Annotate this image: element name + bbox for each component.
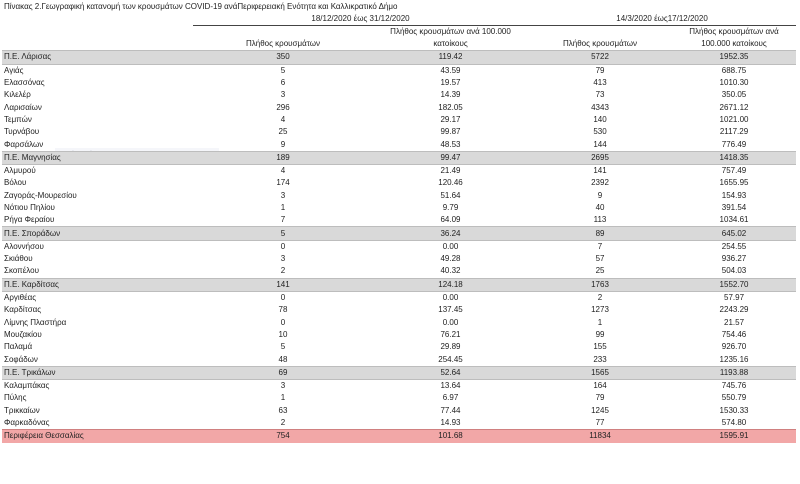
area-name-cell: Αγιάς: [4, 65, 24, 75]
municipality-row: [2, 392, 796, 404]
area-name-cell: Τρικκαίων: [4, 405, 40, 415]
rate-period-2-cell: 574.80: [721, 418, 747, 428]
column-header-cases-2: Πλήθος κρουσμάτων: [562, 39, 638, 49]
rate-period-2-cell: 688.75: [721, 65, 747, 75]
area-name-cell: Αλμυρού: [4, 166, 36, 176]
rate-period-1-cell: 14.93: [440, 418, 461, 428]
rate-period-1-cell: 29.17: [440, 114, 461, 124]
cases-period-2-cell: 7: [597, 241, 603, 251]
table-caption: Πίνακας 2.Γεωγραφική κατανομή των κρουσμάτων COVID-19 ανάΠεριφερειακή Ενότητα και Καλλικρατικό Δήμο: [4, 2, 398, 11]
area-name-cell: Κιλελέρ: [4, 90, 31, 100]
area-name-cell: Βόλου: [4, 178, 27, 188]
rate-period-1-cell: 49.28: [440, 254, 461, 264]
municipality-row: [2, 329, 796, 341]
rate-period-1-cell: 21.49: [440, 166, 461, 176]
rate-period-1-cell: 48.53: [440, 139, 461, 149]
rate-period-2-cell: 350.05: [721, 90, 747, 100]
cases-period-1-cell: 9: [280, 139, 286, 149]
area-name-cell: Λίμνης Πλαστήρα: [4, 317, 67, 327]
rate-period-2-cell: 1655.95: [719, 178, 749, 188]
cases-period-1-cell: 0: [280, 293, 286, 303]
rate-period-2-cell: 754.46: [721, 329, 747, 339]
cases-period-1-cell: 63: [278, 405, 288, 415]
rate-period-1-cell: 119.42: [373, 51, 528, 64]
area-name-cell: Μουζακίου: [4, 329, 42, 339]
cases-period-2-cell: 40: [595, 203, 605, 212]
cases-period-2-cell: 144: [593, 139, 607, 149]
cases-period-1-cell: 174: [276, 178, 290, 188]
cases-period-1-cell: 2: [280, 266, 286, 276]
area-name-cell: Πύλης: [4, 393, 27, 403]
area-name-cell: Σοφάδων: [4, 354, 38, 364]
cases-period-2-cell: 79: [595, 65, 605, 75]
cases-period-1-cell: 3: [280, 381, 286, 391]
area-name-cell: Ρήγα Φεραίου: [4, 215, 55, 225]
cases-period-1-cell: 1: [280, 393, 286, 403]
header-spacer: [2, 13, 193, 26]
cases-period-1-cell: 25: [278, 127, 288, 137]
rate-period-2-cell: 154.93: [721, 190, 747, 200]
rate-period-1-cell: 99.87: [440, 127, 461, 137]
cases-period-1-cell: 69: [193, 366, 373, 379]
area-name-cell: Σκοπέλου: [4, 266, 39, 276]
municipality-row: [2, 291, 796, 304]
area-name-cell: Ζαγοράς-Μουρεσίου: [4, 190, 77, 200]
cases-period-2-cell: 233: [593, 354, 607, 364]
rate-period-2-cell: 2117.29: [719, 127, 749, 137]
total-row: [2, 430, 796, 443]
cases-period-2-cell: 5722: [528, 51, 672, 64]
rate-period-2-cell: 254.55: [721, 241, 747, 251]
cases-period-1-cell: 754: [193, 430, 373, 443]
municipality-row: [2, 126, 796, 138]
municipality-row: [2, 164, 796, 177]
municipality-row: [2, 64, 796, 77]
area-name-cell: Φαρσάλων: [4, 139, 44, 149]
rate-period-1-cell: 0.00: [442, 241, 459, 251]
cases-period-2-cell: 73: [595, 90, 605, 100]
rate-period-1-cell: 254.45: [438, 354, 463, 364]
cases-period-2-cell: 4343: [591, 102, 609, 112]
rate-period-1-cell: 182.05: [438, 102, 463, 112]
rate-period-1-cell: 43.59: [440, 65, 461, 75]
regional-unit-row: [2, 151, 796, 164]
rate-period-1-cell: 0.00: [442, 293, 459, 303]
municipality-row: [2, 202, 796, 214]
rate-period-2-cell: 2243.29: [719, 305, 749, 315]
area-name-cell: Καλαμπάκας: [4, 381, 50, 391]
municipality-row: [2, 101, 796, 113]
cases-period-2-cell: 141: [593, 166, 607, 176]
area-name-cell: Παλαμά: [4, 342, 33, 352]
rate-period-2-cell: 550.79: [721, 393, 747, 403]
cases-period-2-cell: 79: [595, 393, 605, 403]
cases-period-1-cell: 3: [280, 90, 286, 100]
municipality-row: [2, 114, 796, 126]
cases-period-2-cell: 530: [593, 127, 607, 137]
regional-unit-row: [2, 227, 796, 240]
municipality-row: [2, 341, 796, 353]
rate-period-2-cell: 745.76: [721, 381, 747, 391]
rate-period-2-cell: 757.49: [721, 166, 747, 176]
area-name-cell: Τυρνάβου: [4, 127, 40, 137]
area-name-cell: Ελασσόνας: [4, 78, 45, 88]
column-header-rate-2: Πλήθος κρουσμάτων ανά 100.000 κατοίκους: [689, 27, 779, 49]
rate-period-2-cell: 2671.12: [719, 102, 749, 112]
cases-period-2-cell: 1565: [528, 366, 672, 379]
municipality-row: [2, 190, 796, 202]
rate-period-2-cell: 21.57: [724, 317, 745, 327]
area-name-cell: Τεμπών: [4, 114, 32, 124]
cases-period-2-cell: 89: [528, 227, 672, 240]
cases-period-2-cell: 2695: [528, 151, 672, 164]
cases-period-2-cell: 140: [593, 114, 607, 124]
cases-period-1-cell: 78: [278, 305, 288, 315]
regional-unit-row: [2, 278, 796, 291]
cases-period-2-cell: 99: [595, 329, 605, 339]
header-spacer: [2, 26, 193, 51]
municipality-row: [2, 380, 796, 393]
cases-period-1-cell: 48: [278, 354, 288, 364]
regional-unit-row: [2, 51, 796, 64]
municipality-row: [2, 265, 796, 278]
column-header-cases-1: Πλήθος κρουσμάτων: [245, 39, 321, 49]
area-name-cell: Π.Ε. Μαγνησίας: [2, 151, 193, 164]
rate-period-2-cell: 1021.00: [719, 114, 749, 124]
cases-period-1-cell: 7: [280, 215, 286, 225]
area-name-cell: Π.Ε. Καρδίτσας: [2, 278, 193, 291]
municipality-row: [2, 138, 796, 151]
area-name-cell: Αργιθέας: [4, 293, 37, 303]
rate-period-2-cell: 391.54: [721, 203, 747, 212]
rate-period-1-cell: 36.24: [373, 227, 528, 240]
rate-period-1-cell: 124.18: [373, 278, 528, 291]
area-name-cell: Π.Ε. Τρικάλων: [2, 366, 193, 379]
cases-period-2-cell: 164: [593, 381, 607, 391]
area-name-cell: Καρδίτσας: [4, 305, 42, 315]
period-2-header: 14/3/2020 έως17/12/2020: [528, 13, 796, 26]
cases-period-1-cell: 5: [280, 342, 286, 352]
area-name-cell: Νότιου Πηλίου: [4, 203, 55, 212]
cases-period-1-cell: 4: [280, 114, 286, 124]
cases-period-2-cell: 11834: [528, 430, 672, 443]
area-name-cell: Περιφέρεια Θεσσαλίας: [2, 430, 193, 443]
rate-period-1-cell: 101.68: [373, 430, 528, 443]
municipality-row: [2, 77, 796, 89]
cases-period-1-cell: 6: [280, 78, 286, 88]
rate-period-1-cell: 51.64: [440, 190, 461, 200]
cases-period-1-cell: 10: [278, 329, 288, 339]
municipality-row: [2, 353, 796, 366]
rate-period-2-cell: 57.97: [724, 293, 745, 303]
area-name-cell: Λαρισαίων: [4, 102, 42, 112]
cases-period-1-cell: 141: [193, 278, 373, 291]
cases-period-2-cell: 57: [595, 254, 605, 264]
rate-period-2-cell: 1552.70: [672, 278, 796, 291]
rate-period-1-cell: 99.47: [373, 151, 528, 164]
rate-period-2-cell: 1235.16: [719, 354, 749, 364]
rate-period-2-cell: 776.49: [721, 139, 747, 149]
cases-period-2-cell: 1273: [591, 305, 609, 315]
cases-period-1-cell: 3: [280, 190, 286, 200]
period-header-row: [2, 13, 796, 26]
cases-period-2-cell: 1763: [528, 278, 672, 291]
rate-period-1-cell: 6.97: [442, 393, 459, 403]
rate-period-1-cell: 137.45: [438, 305, 463, 315]
cases-period-1-cell: 4: [280, 166, 286, 176]
cases-period-1-cell: 3: [280, 254, 286, 264]
rate-period-1-cell: 13.64: [440, 381, 461, 391]
area-name-cell: Φαρκαδόνας: [4, 418, 50, 428]
rate-period-1-cell: 76.21: [440, 329, 461, 339]
municipality-row: [2, 253, 796, 265]
cases-period-2-cell: 2392: [591, 178, 609, 188]
rate-period-1-cell: 29.89: [440, 342, 461, 352]
regional-unit-row: [2, 366, 796, 379]
covid-cases-table: [2, 13, 796, 443]
cases-period-2-cell: 9: [597, 190, 603, 200]
rate-period-1-cell: 120.46: [438, 178, 463, 188]
rate-period-1-cell: 19.57: [440, 78, 461, 88]
table-body: [2, 51, 796, 443]
rate-period-1-cell: 0.00: [442, 317, 459, 327]
cases-period-2-cell: 1: [597, 317, 603, 327]
municipality-row: [2, 240, 796, 253]
municipality-row: [2, 317, 796, 329]
cases-period-2-cell: 413: [593, 78, 607, 88]
cases-period-2-cell: 1245: [591, 405, 609, 415]
area-name-cell: Π.Ε. Σποράδων: [2, 227, 193, 240]
rate-period-2-cell: 1418.35: [672, 151, 796, 164]
cases-period-1-cell: 296: [276, 102, 290, 112]
cases-period-2-cell: 77: [595, 418, 605, 428]
rate-period-2-cell: 1034.61: [719, 215, 749, 225]
municipality-row: [2, 214, 796, 227]
municipality-row: [2, 405, 796, 417]
period-1-header: 18/12/2020 έως 31/12/2020: [193, 13, 528, 26]
municipality-row: [2, 304, 796, 316]
area-name-cell: Π.Ε. Λάρισας: [2, 51, 193, 64]
column-header-rate-1: Πλήθος κρουσμάτων ανά 100.000 κατοίκους: [390, 27, 511, 49]
column-header-row: [2, 26, 796, 51]
rate-period-2-cell: 1595.91: [672, 430, 796, 443]
cases-period-1-cell: 1: [280, 203, 286, 212]
rate-period-1-cell: 64.09: [440, 215, 461, 225]
area-name-cell: Αλοννήσου: [4, 241, 44, 251]
cases-period-2-cell: 113: [593, 215, 607, 225]
municipality-row: [2, 417, 796, 430]
cases-period-1-cell: 0: [280, 241, 286, 251]
rate-period-2-cell: 1530.33: [719, 405, 749, 415]
rate-period-1-cell: 77.44: [440, 405, 461, 415]
rate-period-2-cell: 645.02: [672, 227, 796, 240]
rate-period-2-cell: 936.27: [721, 254, 747, 264]
rate-period-2-cell: 926.70: [721, 342, 747, 352]
municipality-row: [2, 177, 796, 189]
rate-period-1-cell: 9.79: [442, 203, 459, 212]
rate-period-1-cell: 40.32: [440, 266, 461, 276]
municipality-row: [2, 89, 796, 101]
cases-period-2-cell: 155: [593, 342, 607, 352]
rate-period-1-cell: 52.64: [373, 366, 528, 379]
area-name-cell: Σκιάθου: [4, 254, 33, 264]
cases-period-1-cell: 2: [280, 418, 286, 428]
cases-period-2-cell: 25: [595, 266, 605, 276]
rate-period-2-cell: 1010.30: [719, 78, 749, 88]
rate-period-2-cell: 1952.35: [672, 51, 796, 64]
cases-period-2-cell: 2: [597, 293, 603, 303]
cases-period-1-cell: 0: [280, 317, 286, 327]
rate-period-1-cell: 14.39: [440, 90, 461, 100]
rate-period-2-cell: 504.03: [721, 266, 747, 276]
cases-period-1-cell: 5: [193, 227, 373, 240]
cases-period-1-cell: 350: [193, 51, 373, 64]
rate-period-2-cell: 1193.88: [672, 366, 796, 379]
cases-period-1-cell: 189: [193, 151, 373, 164]
cases-period-1-cell: 5: [280, 65, 286, 75]
